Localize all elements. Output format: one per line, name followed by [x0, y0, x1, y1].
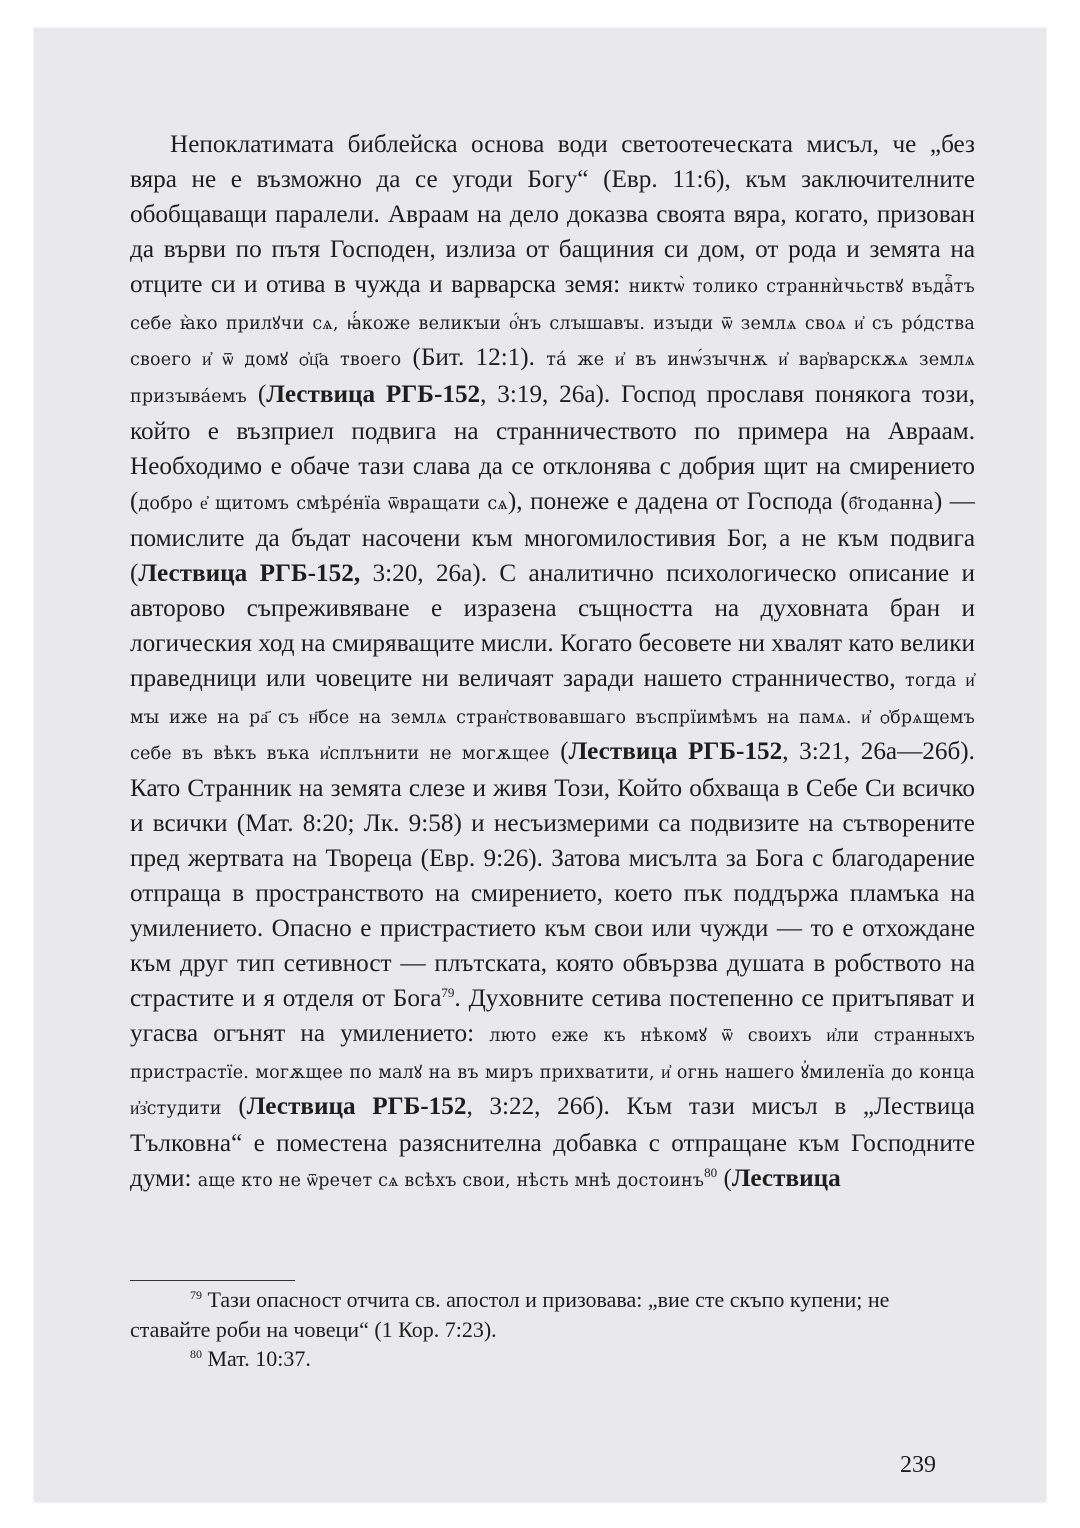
church-slavonic-quote: та́ же и҆ въ инѡ́зꙑчнѫ и҆ вар҆варскѫѧ землѧ призꙑва́емъ: [130, 350, 975, 408]
source-reference: Лествица РГБ-152: [568, 738, 783, 766]
source-reference: Лествица: [731, 1165, 841, 1193]
church-slavonic-quote: аще кто не ѿречет сѧ всѣхъ свои, нѣсть мнѣ достоинъ: [197, 1171, 705, 1192]
church-slavonic-quote: добро е҆ щитомъ смѣре́нїа ѿвращати сѧ: [138, 494, 508, 515]
footnote-text: Мат. 10:37.: [207, 1346, 311, 1371]
text-run: ) — помислите да бъдат насочени към многомилостивия Бог, а не към подвига (: [130, 488, 975, 587]
text-run: (: [221, 1093, 247, 1121]
source-reference: Лествица РГБ-152,: [138, 559, 361, 587]
text-run: ), понеже е дадена от Господа (: [507, 488, 849, 516]
book-page: [34, 28, 1046, 1502]
footnote-number: 79: [190, 1288, 202, 1302]
footnote-marker-80[interactable]: 80: [704, 1165, 718, 1181]
source-reference: Лествица РГБ-152: [246, 1093, 467, 1121]
text-run: (: [549, 738, 569, 766]
page-number: 239: [900, 1452, 936, 1478]
footnote-79: [130, 1285, 975, 1344]
footnote-text: Тази опасност отчита св. апостол и призовава: „вие сте скъпо купени; не ставайте роби на човеци“ (1 Кор. 7:23).: [130, 1287, 890, 1342]
church-slavonic-quote: б҃годанна: [848, 494, 934, 515]
text-run: , 3:21, 26а—26б). Като Странник на земята слезе и живя Този, Който обхваща в Себе Си всичко и всички (Мат. 8:20; Лк. 9:58) и несъизмерими са подвизите на сътворените пред жертвата на Твореца (Евр. 9:26). Затова мисълта за Бога с благодарение отпраща в пространството на смирението, което пък поддържа пламъка на умилението. Опасно е пристрастието към свои или чужди — то е отхождане към друг тип сетивност — плътската, която обвързва душата в робството на страстите и я отделя от Бога: [130, 738, 975, 1012]
footnote-80: [130, 1344, 975, 1374]
footnotes: [130, 1285, 975, 1374]
footnote-marker-79[interactable]: 79: [441, 984, 455, 1000]
footnote-divider: [130, 1280, 295, 1281]
text-run: 3:20, 26а). С аналитично психологическо описание и авторово съпреживяване е изразена същността на духовната бран и логическия ход на смиряващите мисли. Когато бесовете ни хвалят като велики праведници или човеците ни величаят заради нашето странничество,: [130, 559, 975, 692]
text-run: (Бит. 12:1).: [401, 344, 547, 372]
source-reference: Лествица РГБ-152: [266, 381, 481, 409]
text-run: , 3:19, 26а). Господ прославя понякога този, който е възприел подвига на странничеството по примера на Авраам. Необходимо е обаче тази слава да се отклонява с добрия щит на смирението (: [130, 381, 975, 516]
footnote-number: 80: [190, 1347, 202, 1361]
church-slavonic-quote: люто еже къ нѣкомꙋ ѿ своихъ и҆ли странныхъ пристрастїе. могѫщее по малꙋ на въ миръ прихватити, и҆ огнь нашего ꙋ҆миленїа до конца и҆з҆студити: [130, 1025, 975, 1120]
main-paragraph: [130, 128, 975, 1199]
main-text: [130, 128, 975, 1199]
church-slavonic-quote: никтѡ̀ толико страннѝчьствꙋ въдаⷭ҇тъ себе ꙗ̀ко прилꙋчи сѧ, ꙗ҆́коже великꙑи о҆́нъ слꙑшавꙑ. изꙑди ѿ землѧ своѧ и҆ съ ро́дства своего и҆ ѿ домꙋ ѻ҆ц҃а твоего: [130, 276, 975, 371]
church-slavonic-quote: тогда и҆ мꙑ иже на ра҃ съ н҃бсе на землѧ стран҆ствовавшаго въспрїимѣмъ на памѧ. и҆ ѻ҆брѧщемъ себе въ вѣкъ въка и҆сплънити не могѫщее: [130, 670, 975, 765]
text-run: , 3:22, 26б). Към тази мисъл в „Лествица Тълковна“ е поместена разяснителна добавка с отпращане към Господните думи:: [130, 1093, 975, 1193]
text-run: . Духовните сетива постепенно се притъпяват и угасва огънят на умилението:: [130, 984, 975, 1047]
text-run: (: [717, 1165, 732, 1193]
text-run: (: [247, 381, 267, 409]
text-run: Непоклатимата библейска основа води светоотеческата мисъл, че „без вяра не е възможно да се угоди Богу“ (Евр. 11:6), към заключителните обобщаващи паралели. Авраам на дело доказва своята вяра, когато, призован да върви по пътя Господен, излиза от бащиния си дом, от рода и земята на отците си и отива в чужда и варварска земя:: [130, 131, 975, 298]
